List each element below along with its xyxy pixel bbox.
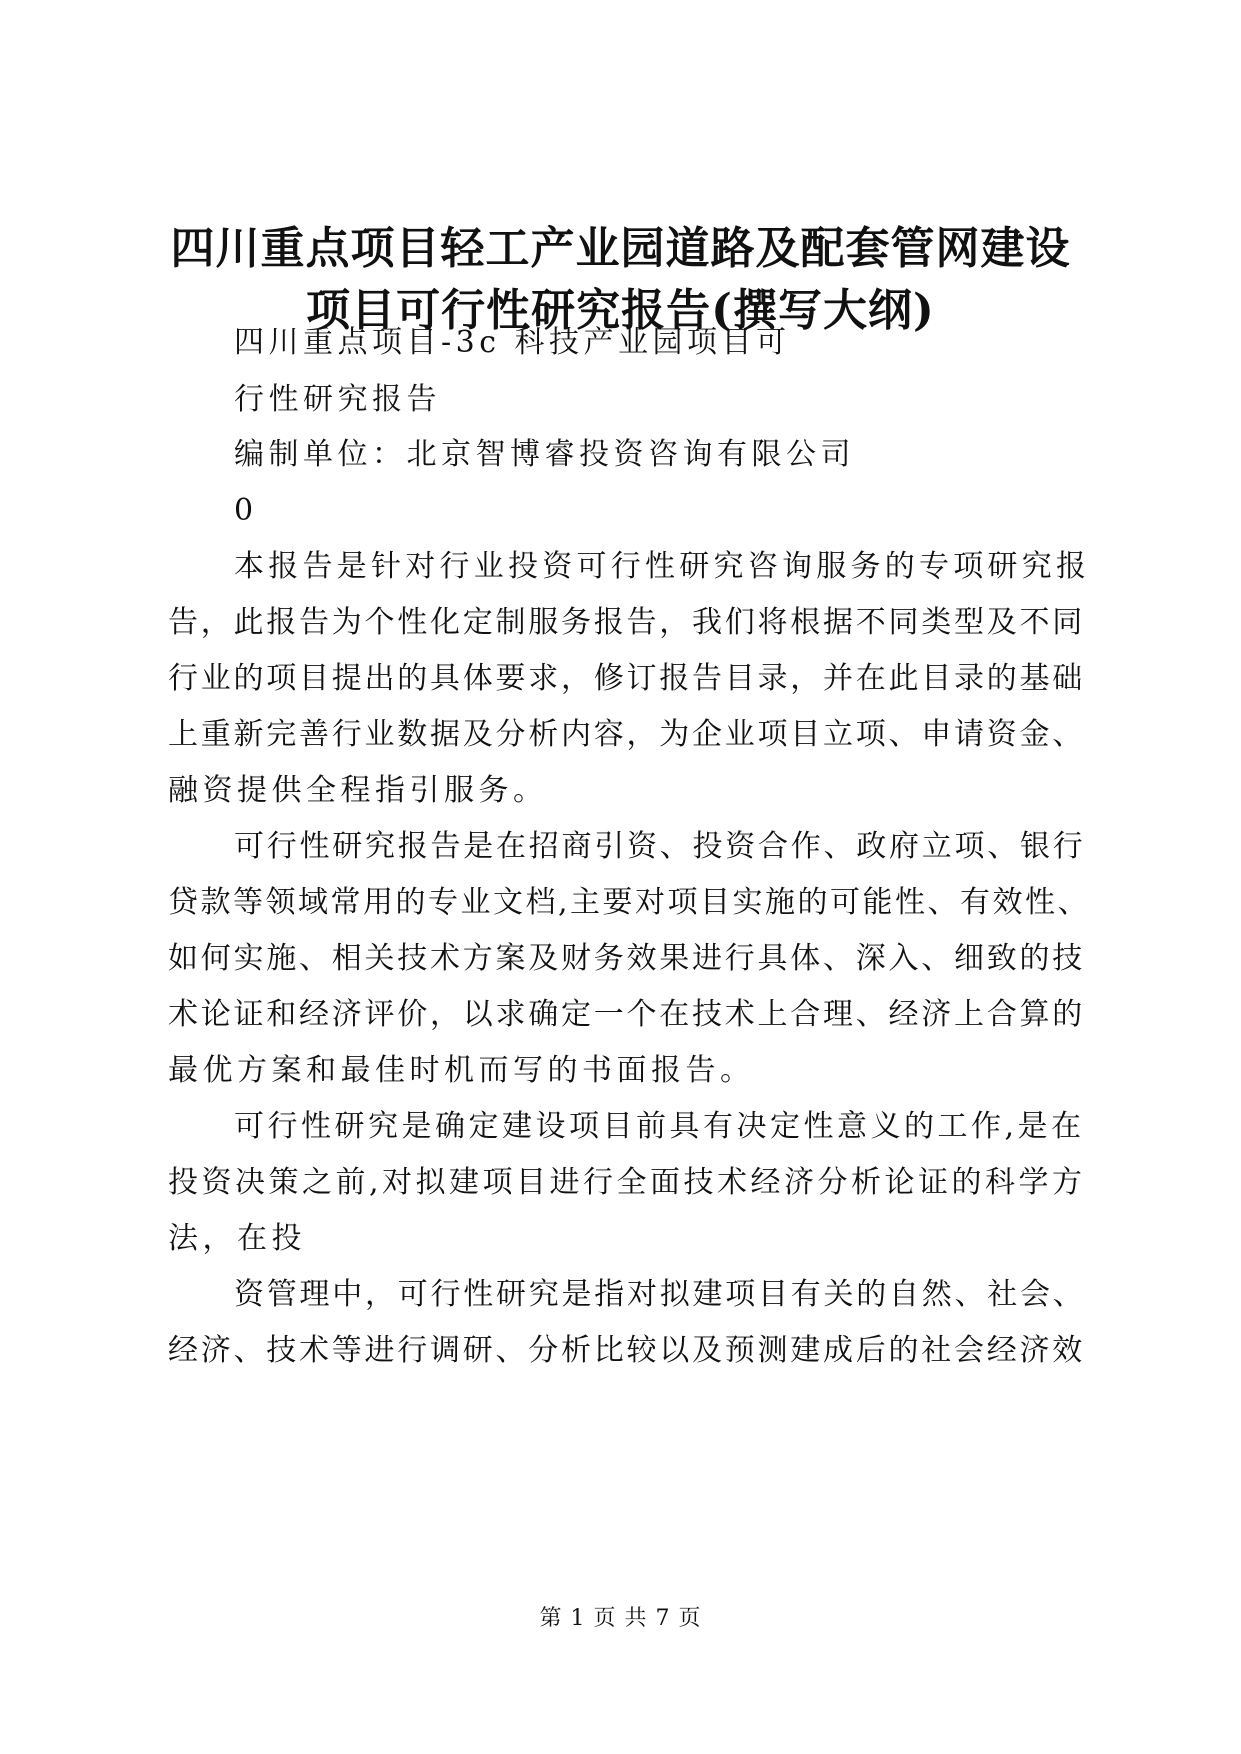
paragraph-line: 经济、技术等进行调研、分析比较以及预测建成后的社会经济效 bbox=[168, 1333, 1085, 1368]
header-line: 0 bbox=[234, 493, 258, 528]
page-number-footer: 第 1 页 共 7 页 bbox=[539, 1606, 702, 1631]
paragraph-line: 最优方案和最佳时机而写的书面报告。 bbox=[168, 1053, 755, 1088]
title-line-1: 四川重点项目轻工产业园道路及配套管网建设 bbox=[170, 223, 1071, 274]
paragraph-line: 本报告是针对行业投资可行性研究咨询服务的专项研究报 bbox=[234, 549, 1091, 584]
paragraph-line: 法，在投 bbox=[168, 1221, 306, 1256]
paragraph-line: 上重新完善行业数据及分析内容，为企业项目立项、申请资金、 bbox=[168, 717, 1085, 752]
paragraph-line: 告，此报告为个性化定制服务报告，我们将根据不同类型及不同 bbox=[168, 605, 1085, 640]
paragraph-line: 贷款等领域常用的专业文档,主要对项目实施的可能性、有效性、 bbox=[168, 885, 1091, 920]
title-line-2: 项目可行性研究报告(撰写大纲) bbox=[306, 285, 935, 336]
paragraph-line: 可行性研究是确定建设项目前具有决定性意义的工作,是在 bbox=[234, 1109, 1085, 1144]
paragraph-line: 资管理中，可行性研究是指对拟建项目有关的自然、社会、 bbox=[234, 1277, 1086, 1312]
header-line: 编制单位：北京智博睿投资咨询有限公司 bbox=[234, 437, 855, 472]
paragraph-line: 术论证和经济评价，以求确定一个在技术上合理、经济上合算的 bbox=[168, 997, 1085, 1032]
header-line: 行性研究报告 bbox=[234, 382, 441, 417]
paragraph-line: 融资提供全程指引服务。 bbox=[168, 773, 548, 808]
paragraph-line: 如何实施、相关技术方案及财务效果进行具体、深入、细致的技 bbox=[168, 941, 1085, 976]
header-line: 四川重点项目-3c 科技产业园项目可 bbox=[234, 325, 791, 360]
paragraph-line: 行业的项目提出的具体要求，修订报告目录，并在此目录的基础 bbox=[168, 661, 1085, 696]
paragraph-line: 可行性研究报告是在招商引资、投资合作、政府立项、银行 bbox=[234, 829, 1086, 864]
paragraph-line: 投资决策之前,对拟建项目进行全面技术经济分析论证的科学方 bbox=[168, 1165, 1086, 1200]
